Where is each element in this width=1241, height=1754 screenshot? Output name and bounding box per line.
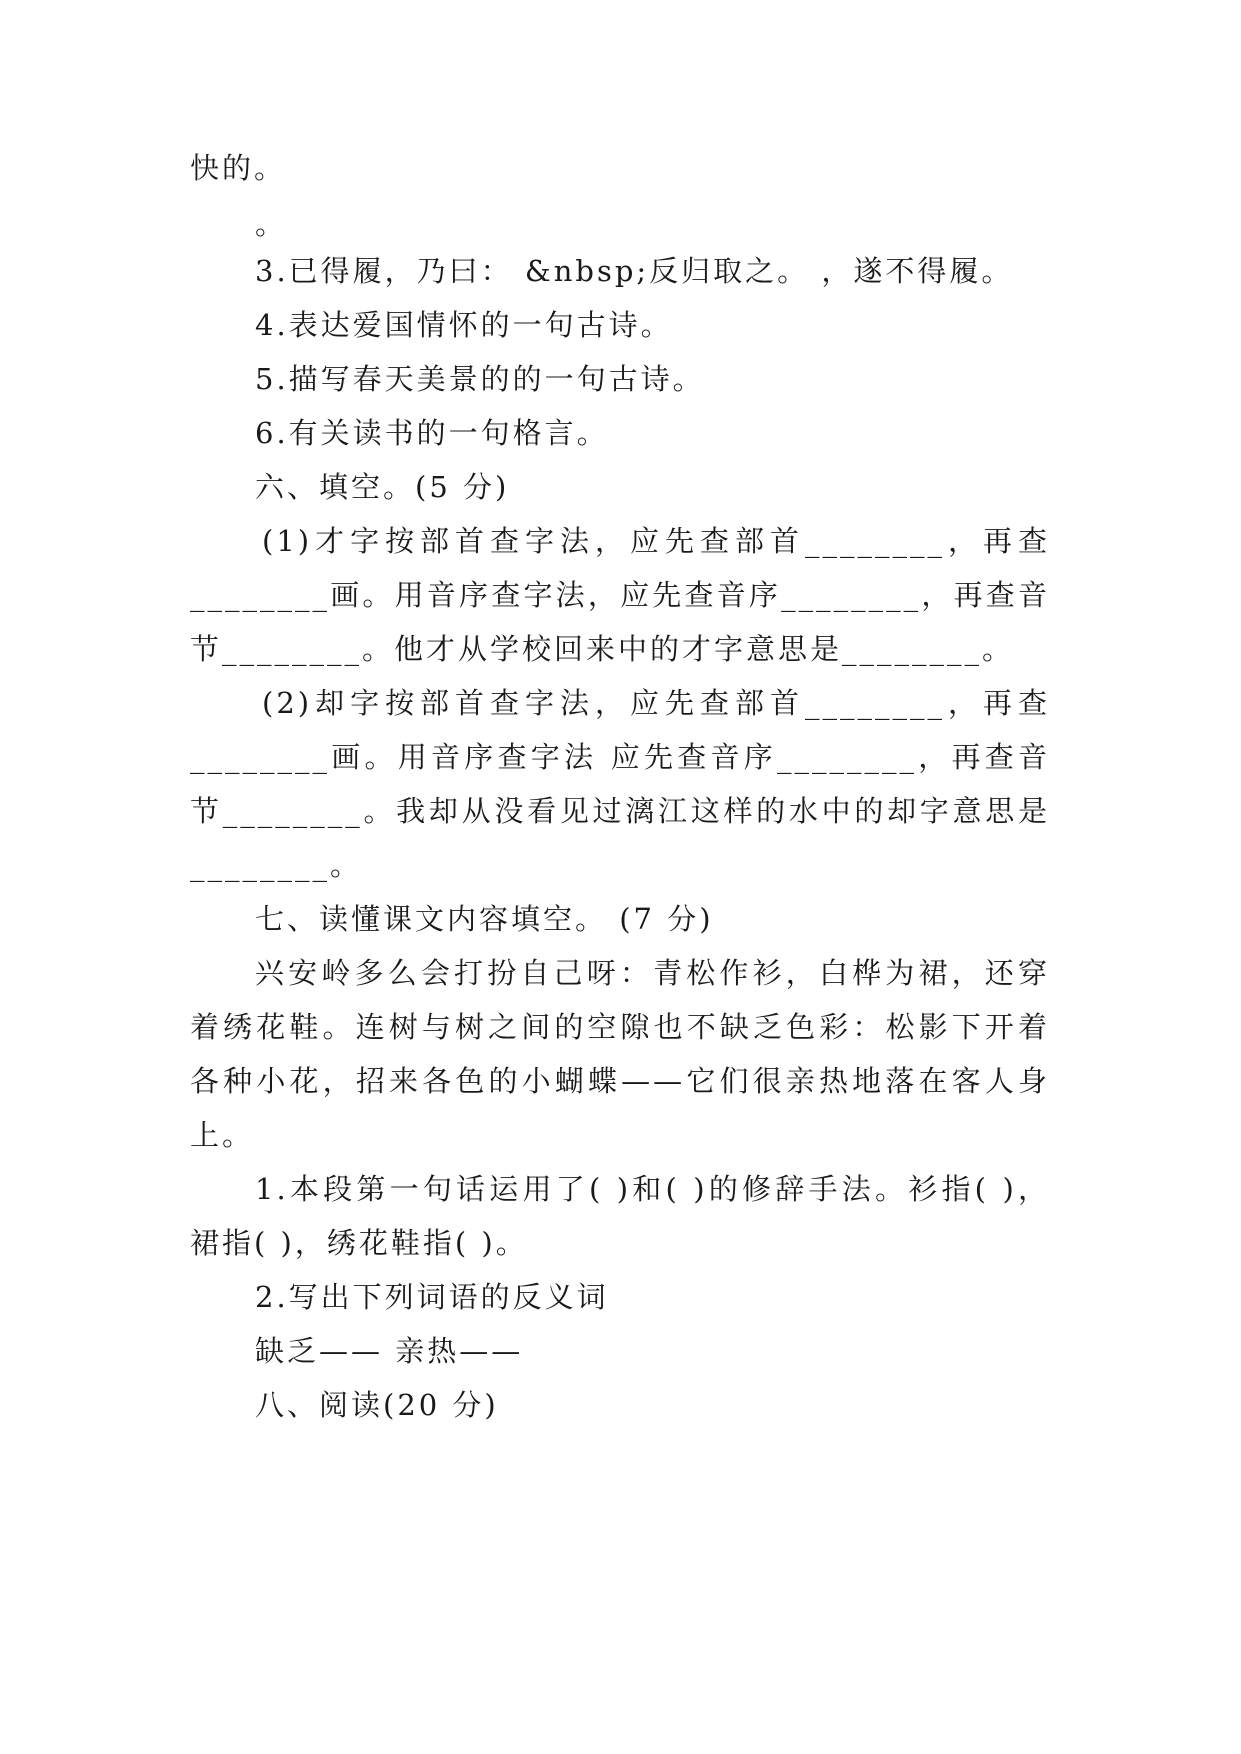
text-line: 4.表达爱国情怀的一句古诗。 [255, 308, 673, 342]
text-line: 节________。我却从没看见过漓江这样的水中的却字意思是 [190, 794, 1050, 828]
text-line: 兴安岭多么会打扮自己呀：青松作衫，白桦为裙，还穿 [255, 956, 1050, 990]
text-line: 1.本段第一句话运用了( )和( )的修辞手法。衫指( )， [255, 1172, 1050, 1206]
text-line: ________画。用音序查字法 应先查音序________，再查音 [190, 740, 1050, 774]
text-line: 裙指( )，绣花鞋指( )。 [190, 1226, 528, 1260]
section-heading: 七、读懂课文内容填空。 (7 分) [255, 902, 714, 936]
text-line: 快的。 [190, 151, 287, 185]
text-line: 节________。他才从学校回来中的才字意思是________。 [190, 632, 1015, 666]
text-line: 缺乏—— 亲热—— [255, 1334, 524, 1368]
text-line: 着绣花鞋。连树与树之间的空隙也不缺乏色彩：松影下开着 [190, 1010, 1050, 1044]
text-line: 。 [255, 207, 288, 241]
text-line: (2)却字按部首查字法，应先查部首________，再查 [262, 686, 1050, 720]
text-line: (1)才字按部首查字法，应先查部首________，再查 [262, 524, 1050, 558]
text-line: ________。 [190, 848, 363, 882]
text-line: ________画。用音序查字法，应先查音序________，再查音 [190, 578, 1050, 612]
text-line: 2.写出下列词语的反义词 [255, 1280, 609, 1314]
section-heading: 八、阅读(20 分) [255, 1388, 499, 1422]
text-line: 6.有关读书的一句格言。 [255, 416, 609, 450]
text-line: 上。 [190, 1118, 255, 1152]
text-line: 3.已得履，乃曰： &nbsp;反归取之。 ，遂不得履。 [255, 254, 1014, 288]
section-heading: 六、填空。(5 分) [255, 470, 510, 504]
text-line: 5.描写春天美景的的一句古诗。 [255, 362, 705, 396]
text-line: 各种小花，招来各色的小蝴蝶——它们很亲热地落在客人身 [190, 1064, 1050, 1098]
